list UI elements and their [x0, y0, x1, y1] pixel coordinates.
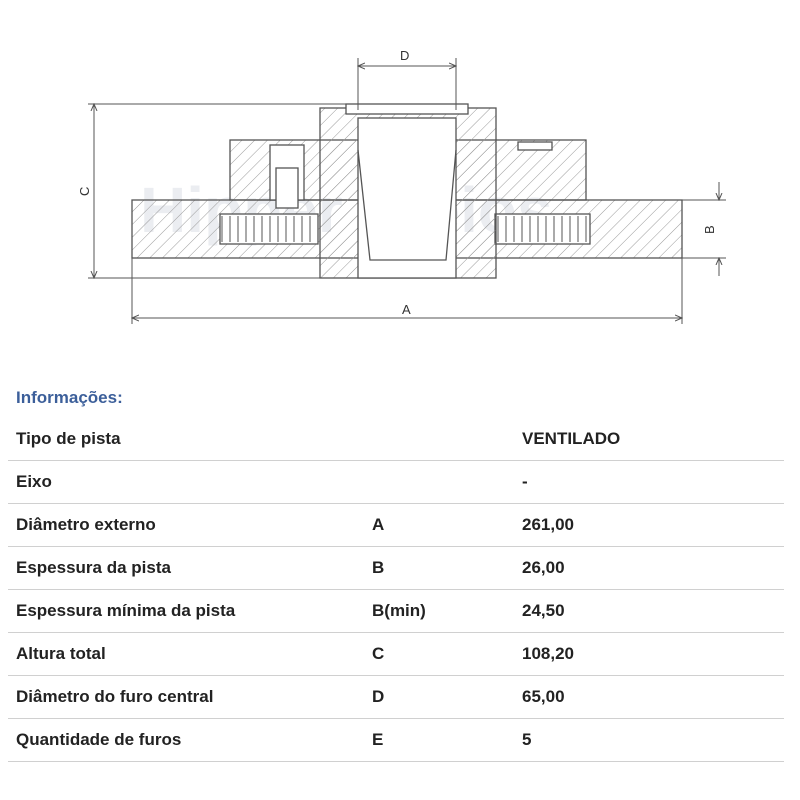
spec-code: E — [364, 719, 514, 762]
spec-label: Espessura mínima da pista — [8, 590, 364, 633]
spec-row — [8, 504, 784, 547]
spec-label: Espessura da pista — [8, 547, 364, 590]
spec-value: 261,00 — [514, 504, 784, 547]
spec-label: Quantidade de furos — [8, 719, 364, 762]
brake-disc-cross-section-drawing — [0, 0, 800, 370]
spec-table — [8, 418, 784, 762]
spec-code — [364, 418, 514, 461]
spec-code: B(min) — [364, 590, 514, 633]
spec-row — [8, 547, 784, 590]
spec-label: Diâmetro do furo central — [8, 676, 364, 719]
spec-code: D — [364, 676, 514, 719]
spec-row — [8, 418, 784, 461]
spec-row — [8, 676, 784, 719]
dimension-a-label: A — [402, 302, 411, 317]
dimension-d — [358, 58, 456, 110]
spec-row — [8, 633, 784, 676]
spec-row — [8, 719, 784, 762]
spec-value: 65,00 — [514, 676, 784, 719]
spec-code: A — [364, 504, 514, 547]
spec-row — [8, 461, 784, 504]
spec-label: Tipo de pista — [8, 418, 364, 461]
spec-value: 108,20 — [514, 633, 784, 676]
spec-value: 26,00 — [514, 547, 784, 590]
spec-code — [364, 461, 514, 504]
spec-label: Altura total — [8, 633, 364, 676]
dimension-b-label: B — [702, 225, 717, 234]
spec-value: - — [514, 461, 784, 504]
spec-value: VENTILADO — [514, 418, 784, 461]
dimension-d-label: D — [400, 48, 410, 63]
info-title: Informações: — [16, 388, 123, 407]
spec-code: C — [364, 633, 514, 676]
spec-row — [8, 590, 784, 633]
spec-value: 24,50 — [514, 590, 784, 633]
spec-label: Eixo — [8, 461, 364, 504]
spec-code: B — [364, 547, 514, 590]
spec-label: Diâmetro externo — [8, 504, 364, 547]
dimension-c-label: C — [77, 186, 92, 196]
spec-value: 5 — [514, 719, 784, 762]
